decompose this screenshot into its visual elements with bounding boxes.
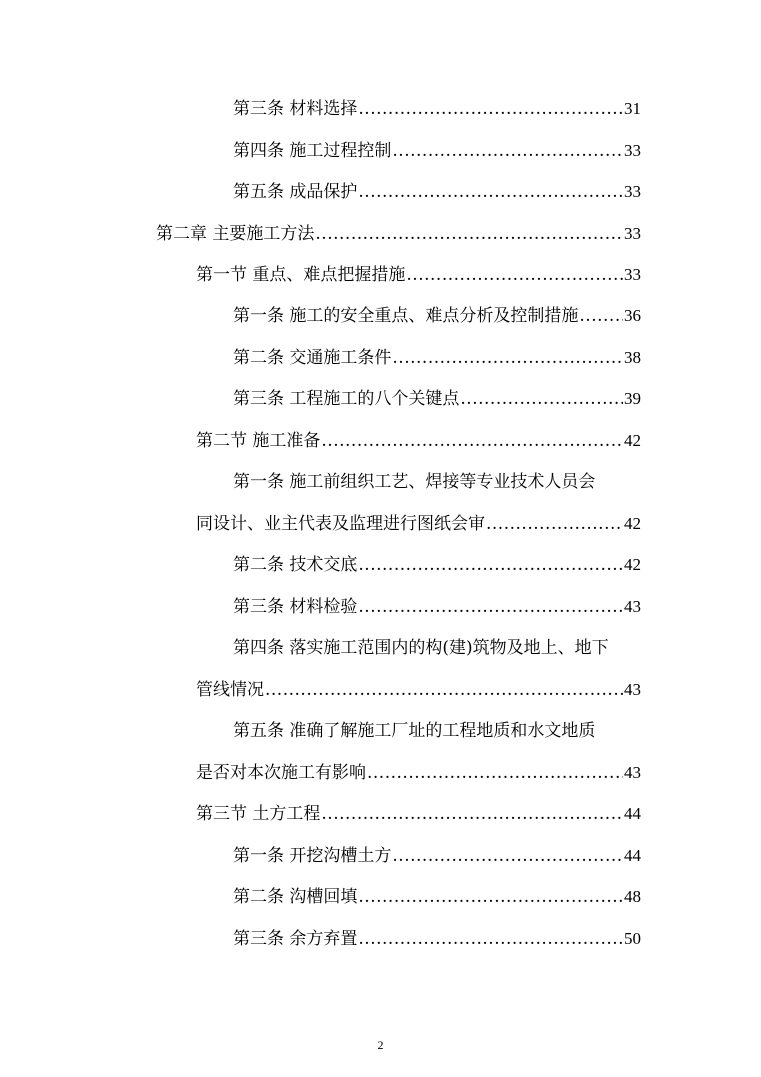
toc-entry-page: 33 (624, 265, 641, 284)
toc-entry-page: 39 (624, 389, 641, 408)
dot-leader (486, 512, 623, 536)
toc-entry-title: 第二条 技术交底 (233, 555, 358, 575)
toc-entry-title-line1[interactable]: 第一条 施工前组织工艺、焊接等专业技术人员会 (233, 472, 596, 492)
toc-entry-continuation[interactable] (196, 678, 641, 702)
dot-leader (579, 304, 623, 328)
toc-entry-title: 第一条 开挖沟槽土方 (233, 846, 392, 866)
toc-entry[interactable] (233, 387, 641, 411)
toc-entry-title-line1[interactable]: 第五条 准确了解施工厂址的工程地质和水文地质 (233, 721, 596, 741)
toc-entry-title-line2: 同设计、业主代表及监理进行图纸会审 (196, 514, 485, 534)
dot-leader (265, 678, 623, 702)
toc-entry[interactable] (233, 553, 641, 577)
toc-entry-title: 第五条 成品保护 (233, 182, 358, 202)
toc-entry-title: 第四条 施工过程控制 (233, 141, 392, 161)
toc-entry-title: 第三条 工程施工的八个关键点 (233, 389, 460, 409)
toc-entry-page: 36 (624, 306, 641, 325)
toc-entry-page: 42 (624, 514, 641, 533)
toc-entry[interactable] (233, 97, 641, 121)
dot-leader (367, 761, 623, 785)
toc-entry-title: 第二节 施工准备 (196, 431, 321, 451)
toc-entry[interactable] (233, 927, 641, 951)
toc-entry-page: 44 (624, 846, 641, 865)
dot-leader (358, 885, 623, 909)
toc-entry-page: 31 (624, 99, 641, 118)
toc-entry[interactable] (233, 844, 641, 868)
toc-entry-title-line1[interactable]: 第四条 落实施工范围内的构(建)筑物及地上、地下 (233, 638, 609, 658)
toc-entry-continuation[interactable] (196, 761, 641, 785)
toc-chapter-entry[interactable] (156, 222, 641, 246)
toc-entry-page: 43 (624, 763, 641, 782)
toc-entry-page: 33 (624, 182, 641, 201)
toc-entry[interactable] (233, 885, 641, 909)
toc-entry-title: 第二条 交通施工条件 (233, 348, 392, 368)
toc-entry-title-line2: 管线情况 (196, 680, 264, 700)
dot-leader (392, 346, 623, 370)
toc-section-entry[interactable] (196, 429, 641, 453)
toc-entry-page: 43 (624, 680, 641, 699)
toc-entry-title-line2: 是否对本次施工有影响 (196, 763, 366, 783)
dot-leader (315, 222, 623, 246)
toc-entry-title: 第三条 材料选择 (233, 99, 358, 119)
dot-leader (321, 429, 623, 453)
toc-entry-title: 第三条 余方弃置 (233, 929, 358, 949)
toc-entry-page: 50 (624, 929, 641, 948)
dot-leader (358, 595, 623, 619)
toc-entry-page: 33 (624, 141, 641, 160)
toc-entry-page: 44 (624, 804, 641, 823)
page-number: 2 (377, 1038, 384, 1052)
dot-leader (460, 387, 623, 411)
dot-leader (321, 802, 623, 826)
toc-entry-title: 第一节 重点、难点把握措施 (196, 265, 406, 285)
toc-entry-title: 第三条 材料检验 (233, 597, 358, 617)
toc-entry-title: 第一条 施工的安全重点、难点分析及控制措施 (233, 306, 579, 326)
toc-entry-title: 第二章 主要施工方法 (156, 224, 315, 244)
toc-entry-page: 43 (624, 597, 641, 616)
toc-section-entry[interactable] (196, 802, 641, 826)
dot-leader (358, 97, 623, 121)
toc-entry[interactable] (233, 346, 641, 370)
dot-leader (406, 263, 623, 287)
toc-entry-page: 42 (624, 555, 641, 574)
dot-leader (358, 180, 623, 204)
toc-entry[interactable] (233, 595, 641, 619)
toc-entry[interactable] (233, 304, 641, 328)
toc-entry-page: 33 (624, 224, 641, 243)
toc-section-entry[interactable] (196, 263, 641, 287)
toc-entry-page: 42 (624, 431, 641, 450)
toc-entry[interactable] (233, 139, 641, 163)
dot-leader (392, 139, 623, 163)
dot-leader (358, 927, 623, 951)
toc-entry-page: 38 (624, 348, 641, 367)
toc-entry-continuation[interactable] (196, 512, 641, 536)
toc-entry-title: 第三节 土方工程 (196, 804, 321, 824)
dot-leader (358, 553, 623, 577)
dot-leader (392, 844, 623, 868)
toc-entry[interactable] (233, 180, 641, 204)
toc-entry-title: 第二条 沟槽回填 (233, 887, 358, 907)
toc-entry-page: 48 (624, 887, 641, 906)
